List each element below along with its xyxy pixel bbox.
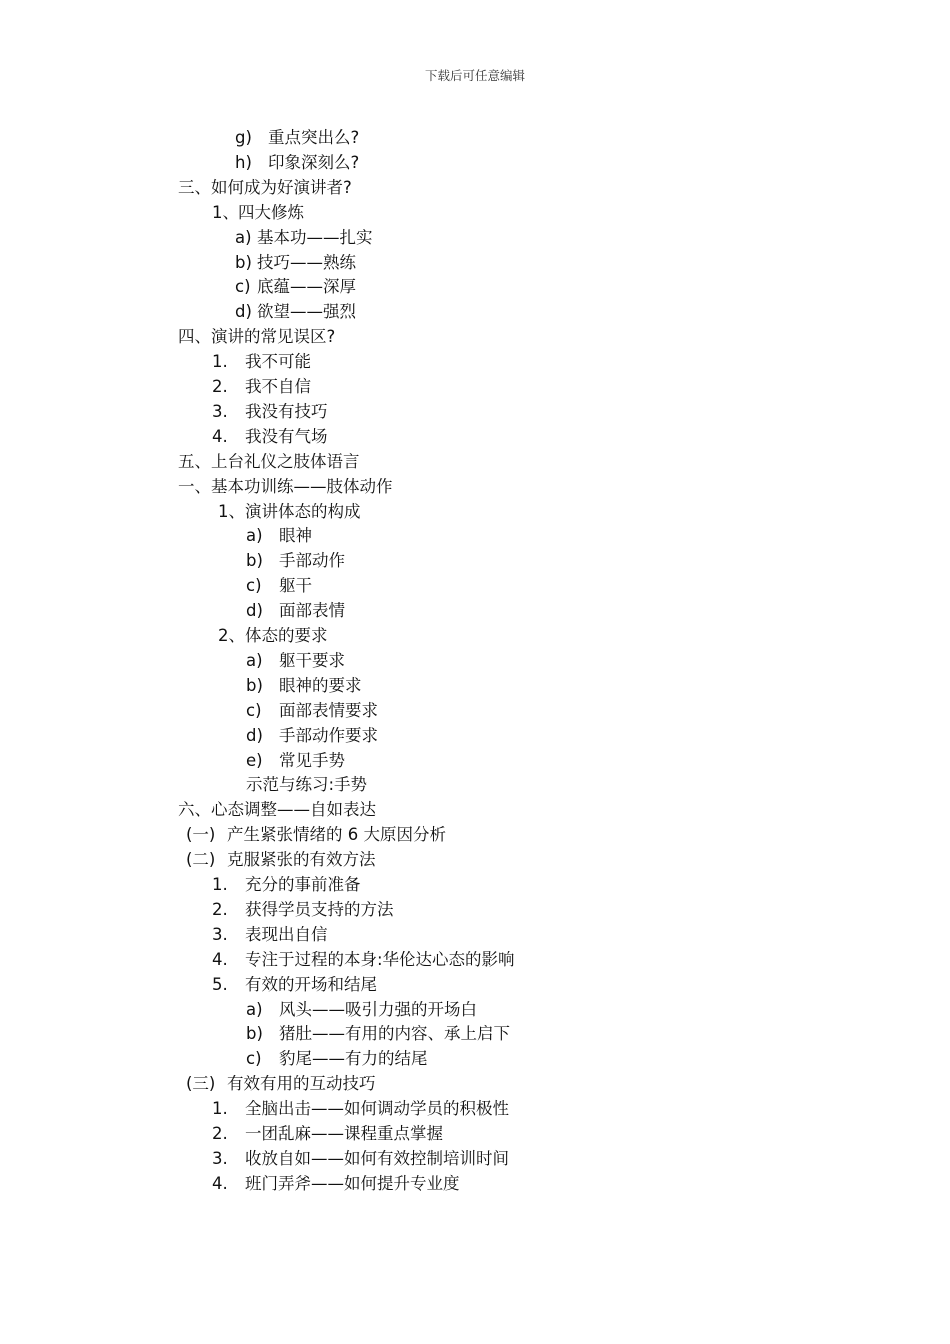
item-text: 充分的事前准备 bbox=[245, 875, 361, 894]
outline-item bbox=[235, 274, 356, 299]
item-text: 手部动作要求 bbox=[279, 725, 378, 745]
outline-item bbox=[212, 872, 361, 897]
outline-item bbox=[186, 847, 376, 872]
item-text: 我不可能 bbox=[245, 352, 311, 372]
outline-item bbox=[212, 200, 304, 225]
item-text: 重点突出么? bbox=[268, 128, 360, 147]
item-marker: 1. bbox=[212, 352, 228, 372]
item-marker: a) bbox=[235, 227, 252, 247]
outline-item bbox=[212, 1146, 509, 1171]
item-text: 专注于过程的本身:华伦达心态的影响 bbox=[245, 949, 515, 969]
item-text: 眼神 bbox=[279, 526, 312, 546]
item-marker: 2. bbox=[212, 899, 228, 919]
outline-item bbox=[178, 449, 360, 474]
item-text: 面部表情 bbox=[279, 601, 345, 621]
outline-item bbox=[212, 972, 377, 997]
outline-item bbox=[246, 1021, 510, 1046]
outline-item bbox=[246, 772, 367, 797]
item-marker: a) bbox=[246, 650, 263, 670]
item-marker: b) bbox=[246, 675, 263, 695]
outline-item bbox=[246, 1046, 428, 1071]
item-text: 有效有用的互动技巧 bbox=[227, 1074, 376, 1094]
outline-item bbox=[178, 324, 335, 349]
item-marker: 四、 bbox=[178, 327, 211, 347]
item-marker: 2. bbox=[212, 1124, 228, 1143]
item-text: 班门弄斧——如何提升专业度 bbox=[245, 1173, 460, 1193]
item-marker: 4. bbox=[212, 1173, 228, 1193]
outline-item bbox=[212, 1171, 460, 1196]
item-text: 眼神的要求 bbox=[279, 675, 362, 695]
outline-item bbox=[246, 748, 345, 773]
item-marker: b) bbox=[246, 551, 263, 571]
item-marker: 4. bbox=[212, 426, 228, 446]
outline-item bbox=[218, 623, 328, 648]
outline-item bbox=[235, 225, 373, 250]
item-text: 底蕴——深厚 bbox=[257, 277, 356, 297]
item-marker: b) bbox=[235, 252, 252, 272]
outline-item bbox=[235, 250, 356, 275]
item-marker: a) bbox=[246, 999, 263, 1019]
item-marker: c) bbox=[246, 1049, 262, 1069]
item-text: 演讲体态的构成 bbox=[245, 501, 361, 521]
item-text: 体态的要求 bbox=[245, 626, 328, 645]
page-header: 下载后可任意编辑 bbox=[424, 68, 525, 83]
item-marker: c) bbox=[246, 700, 262, 720]
outline-item bbox=[178, 797, 376, 822]
outline-item bbox=[186, 1071, 376, 1096]
item-text: 上台礼仪之肢体语言 bbox=[211, 451, 360, 471]
item-marker: 1. bbox=[212, 875, 228, 894]
outline-item bbox=[212, 349, 311, 374]
outline-item bbox=[178, 474, 393, 499]
item-text: 常见手势 bbox=[279, 750, 345, 770]
item-text: 产生紧张情绪的 6 大原因分析 bbox=[227, 825, 446, 845]
item-marker: d) bbox=[235, 302, 252, 322]
item-text: 面部表情要求 bbox=[279, 700, 378, 720]
outline-item bbox=[212, 922, 328, 947]
item-text: 印象深刻么? bbox=[268, 152, 360, 172]
item-marker: 三、 bbox=[178, 177, 211, 197]
outline-item bbox=[235, 299, 356, 324]
outline-item bbox=[212, 399, 328, 424]
outline-item bbox=[246, 523, 312, 548]
item-marker: g) bbox=[235, 128, 252, 147]
item-marker: 3. bbox=[212, 924, 228, 944]
item-text: 基本功训练——肢体动作 bbox=[211, 476, 393, 496]
outline-item bbox=[186, 822, 446, 847]
item-marker: d) bbox=[246, 601, 263, 621]
outline-item bbox=[246, 698, 378, 723]
item-text: 克服紧张的有效方法 bbox=[227, 850, 376, 870]
item-marker: c) bbox=[246, 576, 262, 596]
item-text: 四大修炼 bbox=[238, 202, 304, 222]
outline-item bbox=[246, 573, 312, 598]
outline-item bbox=[212, 897, 394, 922]
item-text: 手部动作 bbox=[279, 551, 345, 571]
item-text: 表现出自信 bbox=[245, 924, 328, 944]
item-marker: b) bbox=[246, 1024, 263, 1044]
item-marker: (三) bbox=[186, 1074, 216, 1094]
item-text: 如何成为好演讲者? bbox=[211, 177, 352, 197]
item-marker: 2. bbox=[212, 377, 228, 396]
outline-item bbox=[212, 1096, 509, 1121]
item-marker: c) bbox=[235, 277, 251, 297]
item-marker: (二) bbox=[186, 850, 216, 870]
item-marker: 一、 bbox=[178, 476, 211, 496]
item-text: 技巧——熟练 bbox=[257, 252, 356, 272]
item-text: 我没有技巧 bbox=[245, 401, 328, 421]
item-text: 基本功——扎实 bbox=[257, 227, 373, 247]
item-text: 躯干 bbox=[279, 576, 312, 596]
outline-item bbox=[246, 723, 378, 748]
outline-item bbox=[246, 997, 477, 1022]
outline-item bbox=[246, 673, 362, 698]
outline-item bbox=[235, 150, 359, 175]
item-marker: 五、 bbox=[178, 451, 211, 471]
outline-item bbox=[246, 548, 345, 573]
outline-item bbox=[246, 598, 345, 623]
outline-item bbox=[212, 424, 328, 449]
item-text: 风头——吸引力强的开场白 bbox=[279, 999, 477, 1019]
item-text: 猪肚——有用的内容、承上启下 bbox=[279, 1024, 510, 1044]
item-text: 获得学员支持的方法 bbox=[245, 899, 394, 919]
item-marker: 六、 bbox=[178, 800, 211, 820]
item-marker: a) bbox=[246, 526, 263, 546]
item-marker: e) bbox=[246, 750, 263, 770]
item-marker: 1、 bbox=[218, 501, 245, 521]
item-text: 躯干要求 bbox=[279, 650, 345, 670]
item-text: 全脑出击——如何调动学员的积极性 bbox=[245, 1099, 509, 1119]
outline-item bbox=[212, 374, 311, 399]
item-text: 我不自信 bbox=[245, 377, 311, 396]
item-text: 心态调整——自如表达 bbox=[211, 800, 376, 820]
item-marker: 5. bbox=[212, 974, 228, 994]
item-marker: h) bbox=[235, 152, 252, 172]
item-marker: (一) bbox=[186, 825, 216, 845]
outline-item bbox=[218, 499, 361, 524]
item-text: 豹尾——有力的结尾 bbox=[279, 1049, 428, 1069]
item-marker: 1、 bbox=[212, 202, 239, 222]
outline-item bbox=[212, 947, 515, 972]
item-text: 欲望——强烈 bbox=[257, 302, 356, 322]
item-marker: 1. bbox=[212, 1099, 228, 1119]
item-marker: 4. bbox=[212, 949, 228, 969]
item-marker: 3. bbox=[212, 401, 228, 421]
item-text: 一团乱麻——课程重点掌握 bbox=[245, 1124, 443, 1143]
item-text: 收放自如——如何有效控制培训时间 bbox=[245, 1148, 509, 1168]
item-text: 有效的开场和结尾 bbox=[245, 974, 377, 994]
outline-item bbox=[178, 175, 352, 200]
outline-item bbox=[246, 648, 345, 673]
item-text: 演讲的常见误区? bbox=[211, 327, 336, 347]
outline-item bbox=[212, 1121, 443, 1146]
item-text: 示范与练习:手势 bbox=[246, 775, 368, 795]
item-text: 我没有气场 bbox=[245, 426, 328, 446]
outline-item bbox=[235, 125, 359, 150]
item-marker: 2、 bbox=[218, 626, 245, 645]
item-marker: 3. bbox=[212, 1148, 228, 1168]
item-marker: d) bbox=[246, 725, 263, 745]
